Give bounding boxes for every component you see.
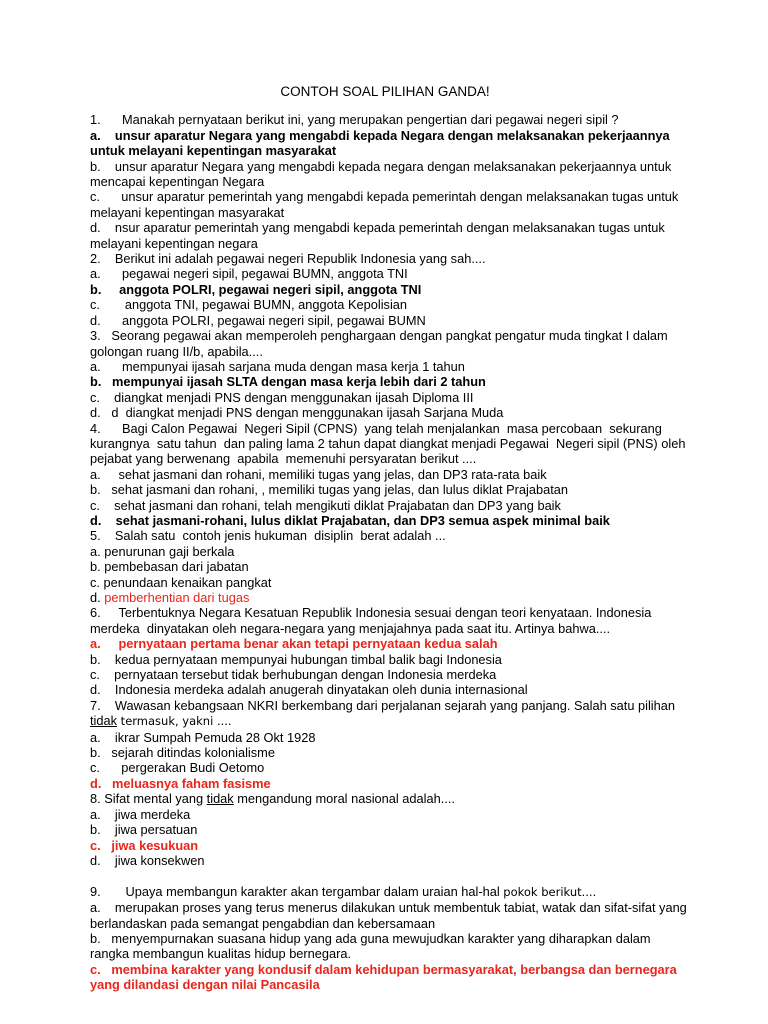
text-line: b. mempunyai ijasah SLTA dengan masa kerja lebih dari 2 tahun — [90, 374, 486, 390]
text-line — [90, 590, 690, 605]
text-line: 4. Bagi Calon Pegawai Negeri Sipil (CPNS) yang telah menjalankan masa percobaan sekurang kurangnya satu tahun dan paling lama 2 tahun dapat diangkat menjadi Pegawai Negeri sipil (PNS) oleh pejabat yang berwenang apabila memenuhi persyaratan berikut .... — [90, 420, 689, 467]
text-line — [90, 868, 690, 883]
question-text-tail: mengandung moral nasional adalah.... — [233, 791, 455, 807]
text-line: c. anggota TNI, pegawai BUMN, anggota Kepolisian — [90, 297, 408, 313]
text-line: d. d diangkat menjadi PNS dengan menggunakan ijasah Sarjana Muda — [90, 405, 504, 421]
text-line: b. unsur aparatur Negara yang mengabdi kepada negara dengan melaksanakan pekerjaannya untuk mencapai kepentingan Negara — [90, 158, 675, 190]
underlined-word: tidak — [90, 713, 118, 729]
text-line: 6. Terbentuknya Negara Kesatuan Republik Indonesia sesuai dengan teori kenyataan. Indonesia merdeka dinyatakan oleh negara-negara yang menjajahnya pada saat itu. Artinya bahwa.... — [90, 605, 655, 636]
text-line: b. kedua pernyataan mempunyai hubungan timbal balik bagi Indonesia — [90, 651, 502, 667]
text-line: b. sejarah ditindas kolonialisme — [90, 745, 275, 761]
document-title: CONTOH SOAL PILIHAN GANDA! — [280, 84, 490, 99]
text-line: c. sehat jasmani dan rohani, telah mengikuti diklat Prajabatan dan DP3 yang baik — [90, 497, 561, 513]
text-line: c. penundaan kenaikan pangkat — [90, 574, 272, 590]
text-line: 2. Berikut ini adalah pegawai negeri Republik Indonesia yang sah.... — [90, 251, 486, 267]
text-line: d. meluasnya faham fasisme — [90, 775, 271, 791]
text-line: c. unsur aparatur pemerintah yang mengabdi kepada pemerintah dengan melaksanakan tugas untuk melayani kepentingan masyarakat — [90, 189, 682, 220]
text-line: c. jiwa kesukuan — [90, 837, 199, 853]
text-line: d. anggota POLRI, pegawai negeri sipil, pegawai BUMN — [90, 312, 426, 328]
text-line: c. pernyataan tersebut tidak berhubungan dengan Indonesia merdeka — [90, 667, 497, 683]
text-line: d. jiwa konsekwen — [90, 852, 205, 868]
text-line: b. jiwa persatuan — [90, 822, 198, 838]
question-text: 9. Upaya membangun karakter akan tergambar dalam uraian hal-hal — [90, 883, 504, 899]
text-line — [90, 791, 690, 806]
question-text-tail: pokok berikut.... — [503, 884, 597, 899]
text-line: a. pernyataan pertama benar akan tetapi pernyataan kedua salah — [90, 636, 498, 652]
question-text: 8. Sifat mental yang — [90, 791, 207, 807]
document-page — [90, 84, 690, 993]
question-text: 7. Wawasan kebangsaan NKRI berkembang dari perjalanan sejarah yang panjang. Salah satu pilihan — [90, 697, 679, 713]
text-line: a. ikrar Sumpah Pemuda 28 Okt 1928 — [90, 729, 316, 745]
text-line: a. sehat jasmani dan rohani, memiliki tugas yang jelas, dan DP3 rata-rata baik — [90, 466, 547, 482]
text-line — [90, 698, 690, 730]
text-line: 1. Manakah pernyataan berikut ini, yang merupakan pengertian dari pegawai negeri sipil ? — [90, 112, 619, 128]
text-line: b. anggota POLRI, pegawai negeri sipil, anggota TNI — [90, 281, 422, 297]
text-line — [90, 884, 690, 900]
text-line: d. nsur aparatur pemerintah yang mengabdi kepada pemerintah dengan melaksanakan tugas untuk melayani kepentingan negara — [90, 220, 669, 251]
text-line: c. membina karakter yang kondusif dalam kehidupan bermasyarakat, berbangsa dan bernegara yang dilandasi dengan nilai Pancasila — [90, 961, 681, 993]
text-line: b. pembebasan dari jabatan — [90, 559, 249, 575]
text-line: b. sehat jasmani dan rohani, , memiliki tugas yang jelas, dan lulus diklat Prajabatan — [90, 482, 569, 498]
text-line: d. Indonesia merdeka adalah anugerah dinyatakan oleh dunia internasional — [90, 682, 528, 698]
text-line: a. unsur aparatur Negara yang mengabdi kepada Negara dengan melaksanakan pekerjaannya untuk melayani kepentingan masyarakat — [90, 127, 674, 159]
text-line: a. mempunyai ijasah sarjana muda dengan masa kerja 1 tahun — [90, 358, 465, 374]
question-list — [90, 112, 690, 992]
option-letter: d. — [90, 590, 105, 605]
text-line: c. diangkat menjadi PNS dengan menggunakan ijasah Diploma III — [90, 389, 474, 405]
text-line: a. pegawai negeri sipil, pegawai BUMN, anggota TNI — [90, 266, 408, 282]
text-line: b. menyempurnakan suasana hidup yang ada guna mewujudkan karakter yang diharapkan dalam rangka membangun kualitas hidup bernegara. — [90, 930, 655, 962]
text-line: 5. Salah satu contoh jenis hukuman disiplin berat adalah ... — [90, 528, 446, 544]
text-line: a. penurunan gaji berkala — [90, 543, 235, 559]
text-line: c. pergerakan Budi Oetomo — [90, 760, 265, 776]
text-line: a. jiwa merdeka — [90, 806, 191, 822]
answer-text: pemberhentian dari tugas — [104, 590, 250, 605]
text-line: a. merupakan proses yang terus menerus dilakukan untuk membentuk tabiat, watak dan sifat-sifat yang berlandaskan pada semangat pengabdian dan kebersamaan — [90, 900, 691, 931]
text-line: d. sehat jasmani-rohani, lulus diklat Prajabatan, dan DP3 semua aspek minimal baik — [90, 512, 610, 528]
underlined-word: tidak — [206, 791, 234, 807]
question-text-tail: termasuk, yakni .... — [117, 714, 232, 729]
text-line: 3. Seorang pegawai akan memperoleh penghargaan dengan pangkat pengatur muda tingkat I dalam golongan ruang II/b, apabila.... — [90, 328, 672, 359]
